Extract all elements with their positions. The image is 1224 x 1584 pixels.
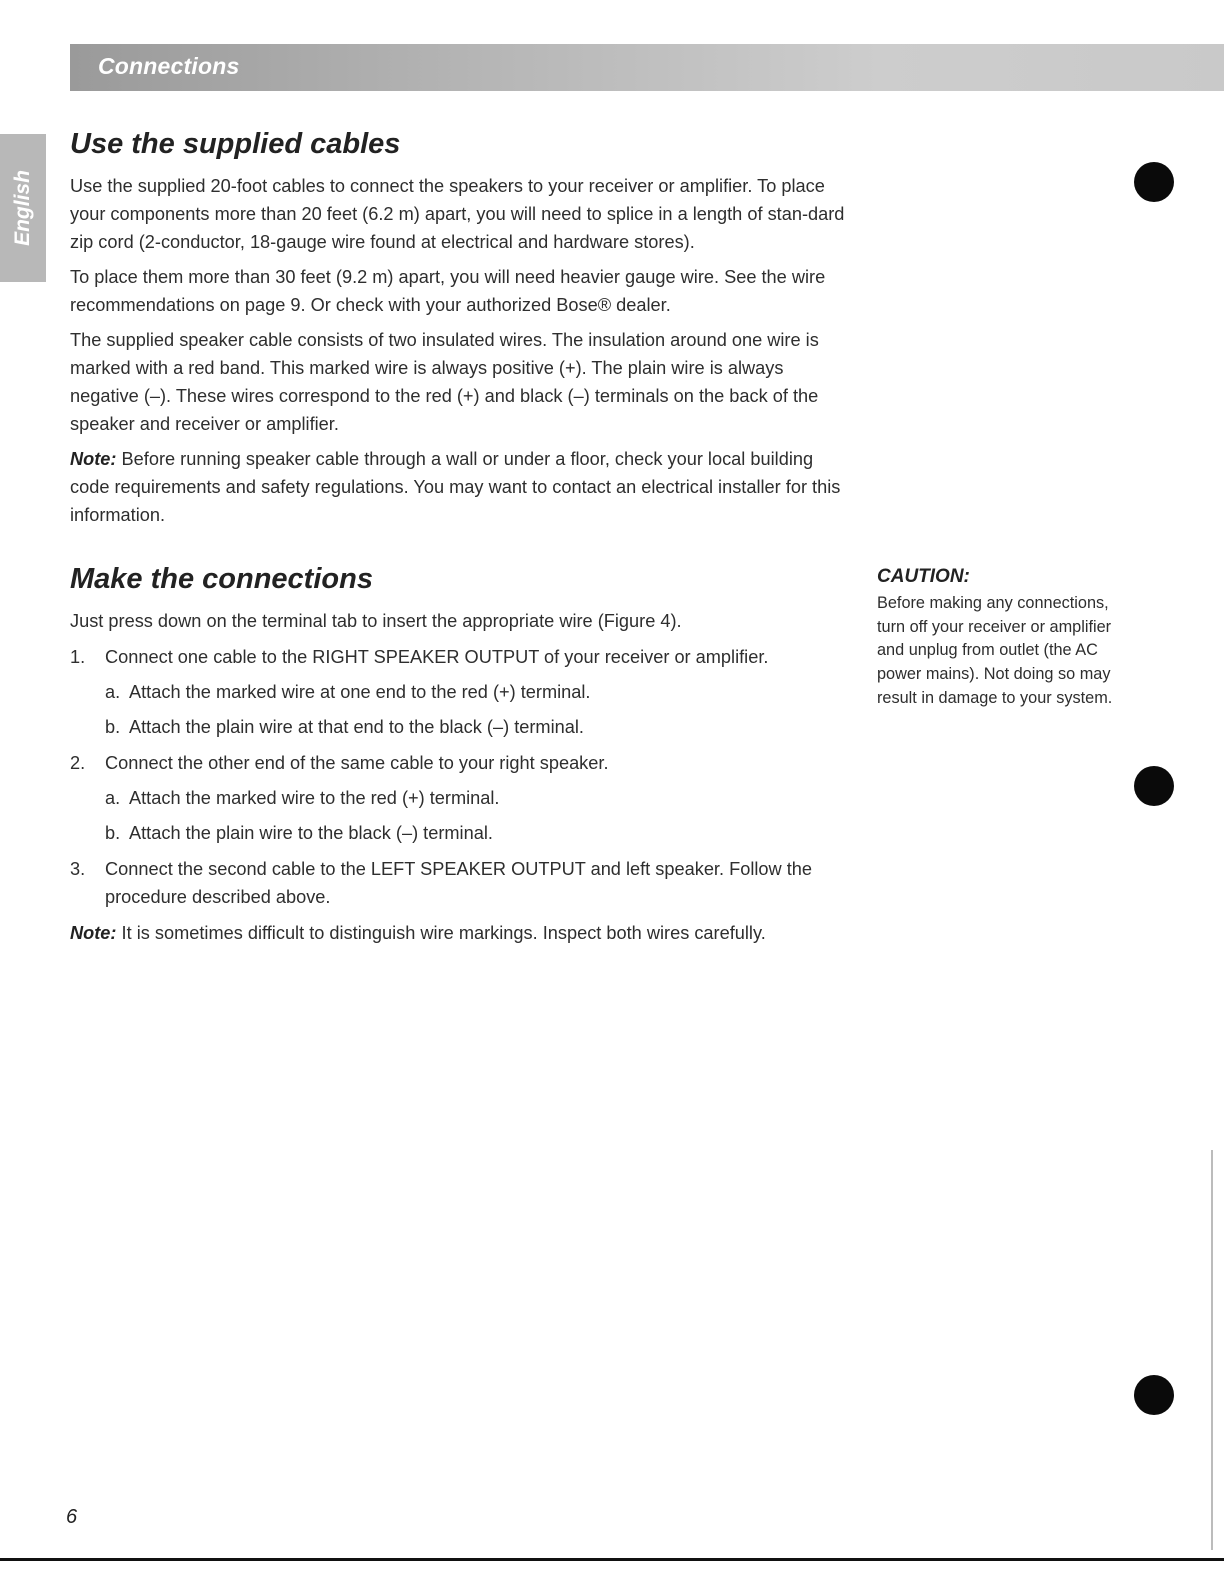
note-text: Before running speaker cable through a wall or under a floor, check your local building code requirements and safety regulations. You may want to contact an electrical installer for this information. (70, 449, 841, 525)
substep-label: b. (105, 823, 121, 843)
note-wire-markings (70, 919, 850, 947)
section-header-bar (70, 44, 1224, 91)
paragraph-heavier-wire: To place them more than 30 feet (9.2 m) apart, you will need heavier gauge wire. See the wire recommendations on page 9. Or check with your authorized Bose® dealer. (70, 267, 826, 315)
substep-text: Attach the marked wire to the red (+) terminal. (129, 788, 500, 808)
paragraph-cable-description: The supplied speaker cable consists of two insulated wires. The insulation around one wire is marked with a red band. This marked wire is always positive (+). The plain wire is always negative (–). These wires correspond to the red (+) and black (–) terminals on the back of the speaker and receiver or amplifier. (70, 330, 819, 434)
substep-text: Attach the plain wire at that end to the black (–) terminal. (129, 717, 584, 737)
list-item (70, 678, 850, 706)
note-building-code (70, 445, 850, 529)
language-tab-label: English (11, 170, 34, 246)
list-item (70, 643, 850, 671)
list-item (70, 819, 850, 847)
caution-body: Before making any connections, turn off your receiver or amplifier and unplug from outlet (the AC power mains). Not doing so may result in damage to your system. (877, 594, 1113, 707)
step-text: Connect the other end of the same cable to your right speaker. (105, 753, 609, 773)
paragraph-connections-intro: Just press down on the terminal tab to insert the appropriate wire (Figure 4). (70, 611, 682, 631)
step-number: 2. (70, 753, 86, 773)
list-item (70, 713, 850, 741)
section-header-title: Connections (98, 53, 240, 79)
step-number: 1. (70, 647, 86, 667)
note-text: It is sometimes difficult to distinguish wire markings. Inspect both wires carefully. (121, 923, 766, 943)
paragraph-supplied-cables: Use the supplied 20-foot cables to connect the speakers to your receiver or amplifier. To place your components more than 20 feet (6.2 m) apart, you will need to splice in a length of stan-dard zip cord (2-conductor, 18-gauge wire found at electrical and hardware stores). (70, 176, 845, 252)
binder-hole-icon (1134, 1375, 1174, 1415)
list-item (70, 855, 850, 911)
substep-text: Attach the marked wire at one end to the red (+) terminal. (129, 682, 591, 702)
section-title-supplied-cables: Use the supplied cables (70, 128, 401, 160)
substep-label: a. (105, 682, 121, 702)
step-number: 3. (70, 859, 86, 879)
binder-hole-icon (1134, 162, 1174, 202)
list-item (70, 784, 850, 812)
substep-label: a. (105, 788, 121, 808)
language-tab (0, 134, 46, 282)
substep-text: Attach the plain wire to the black (–) terminal. (129, 823, 493, 843)
step-text: Connect the second cable to the LEFT SPEAKER OUTPUT and left speaker. Follow the procedure described above. (105, 859, 812, 907)
binder-hole-icon (1134, 766, 1174, 806)
caution-box (877, 566, 1127, 711)
section-title-make-connections: Make the connections (70, 563, 373, 595)
page-bottom-edge (0, 1558, 1224, 1561)
step-text: Connect one cable to the RIGHT SPEAKER OUTPUT of your receiver or amplifier. (105, 647, 769, 667)
note-label: Note: (70, 449, 117, 469)
page-number: 6 (66, 1506, 78, 1528)
substep-label: b. (105, 717, 121, 737)
caution-title: CAUTION: (877, 566, 970, 587)
page-edge (1211, 1150, 1213, 1550)
note-label: Note: (70, 923, 117, 943)
list-item (70, 749, 850, 777)
